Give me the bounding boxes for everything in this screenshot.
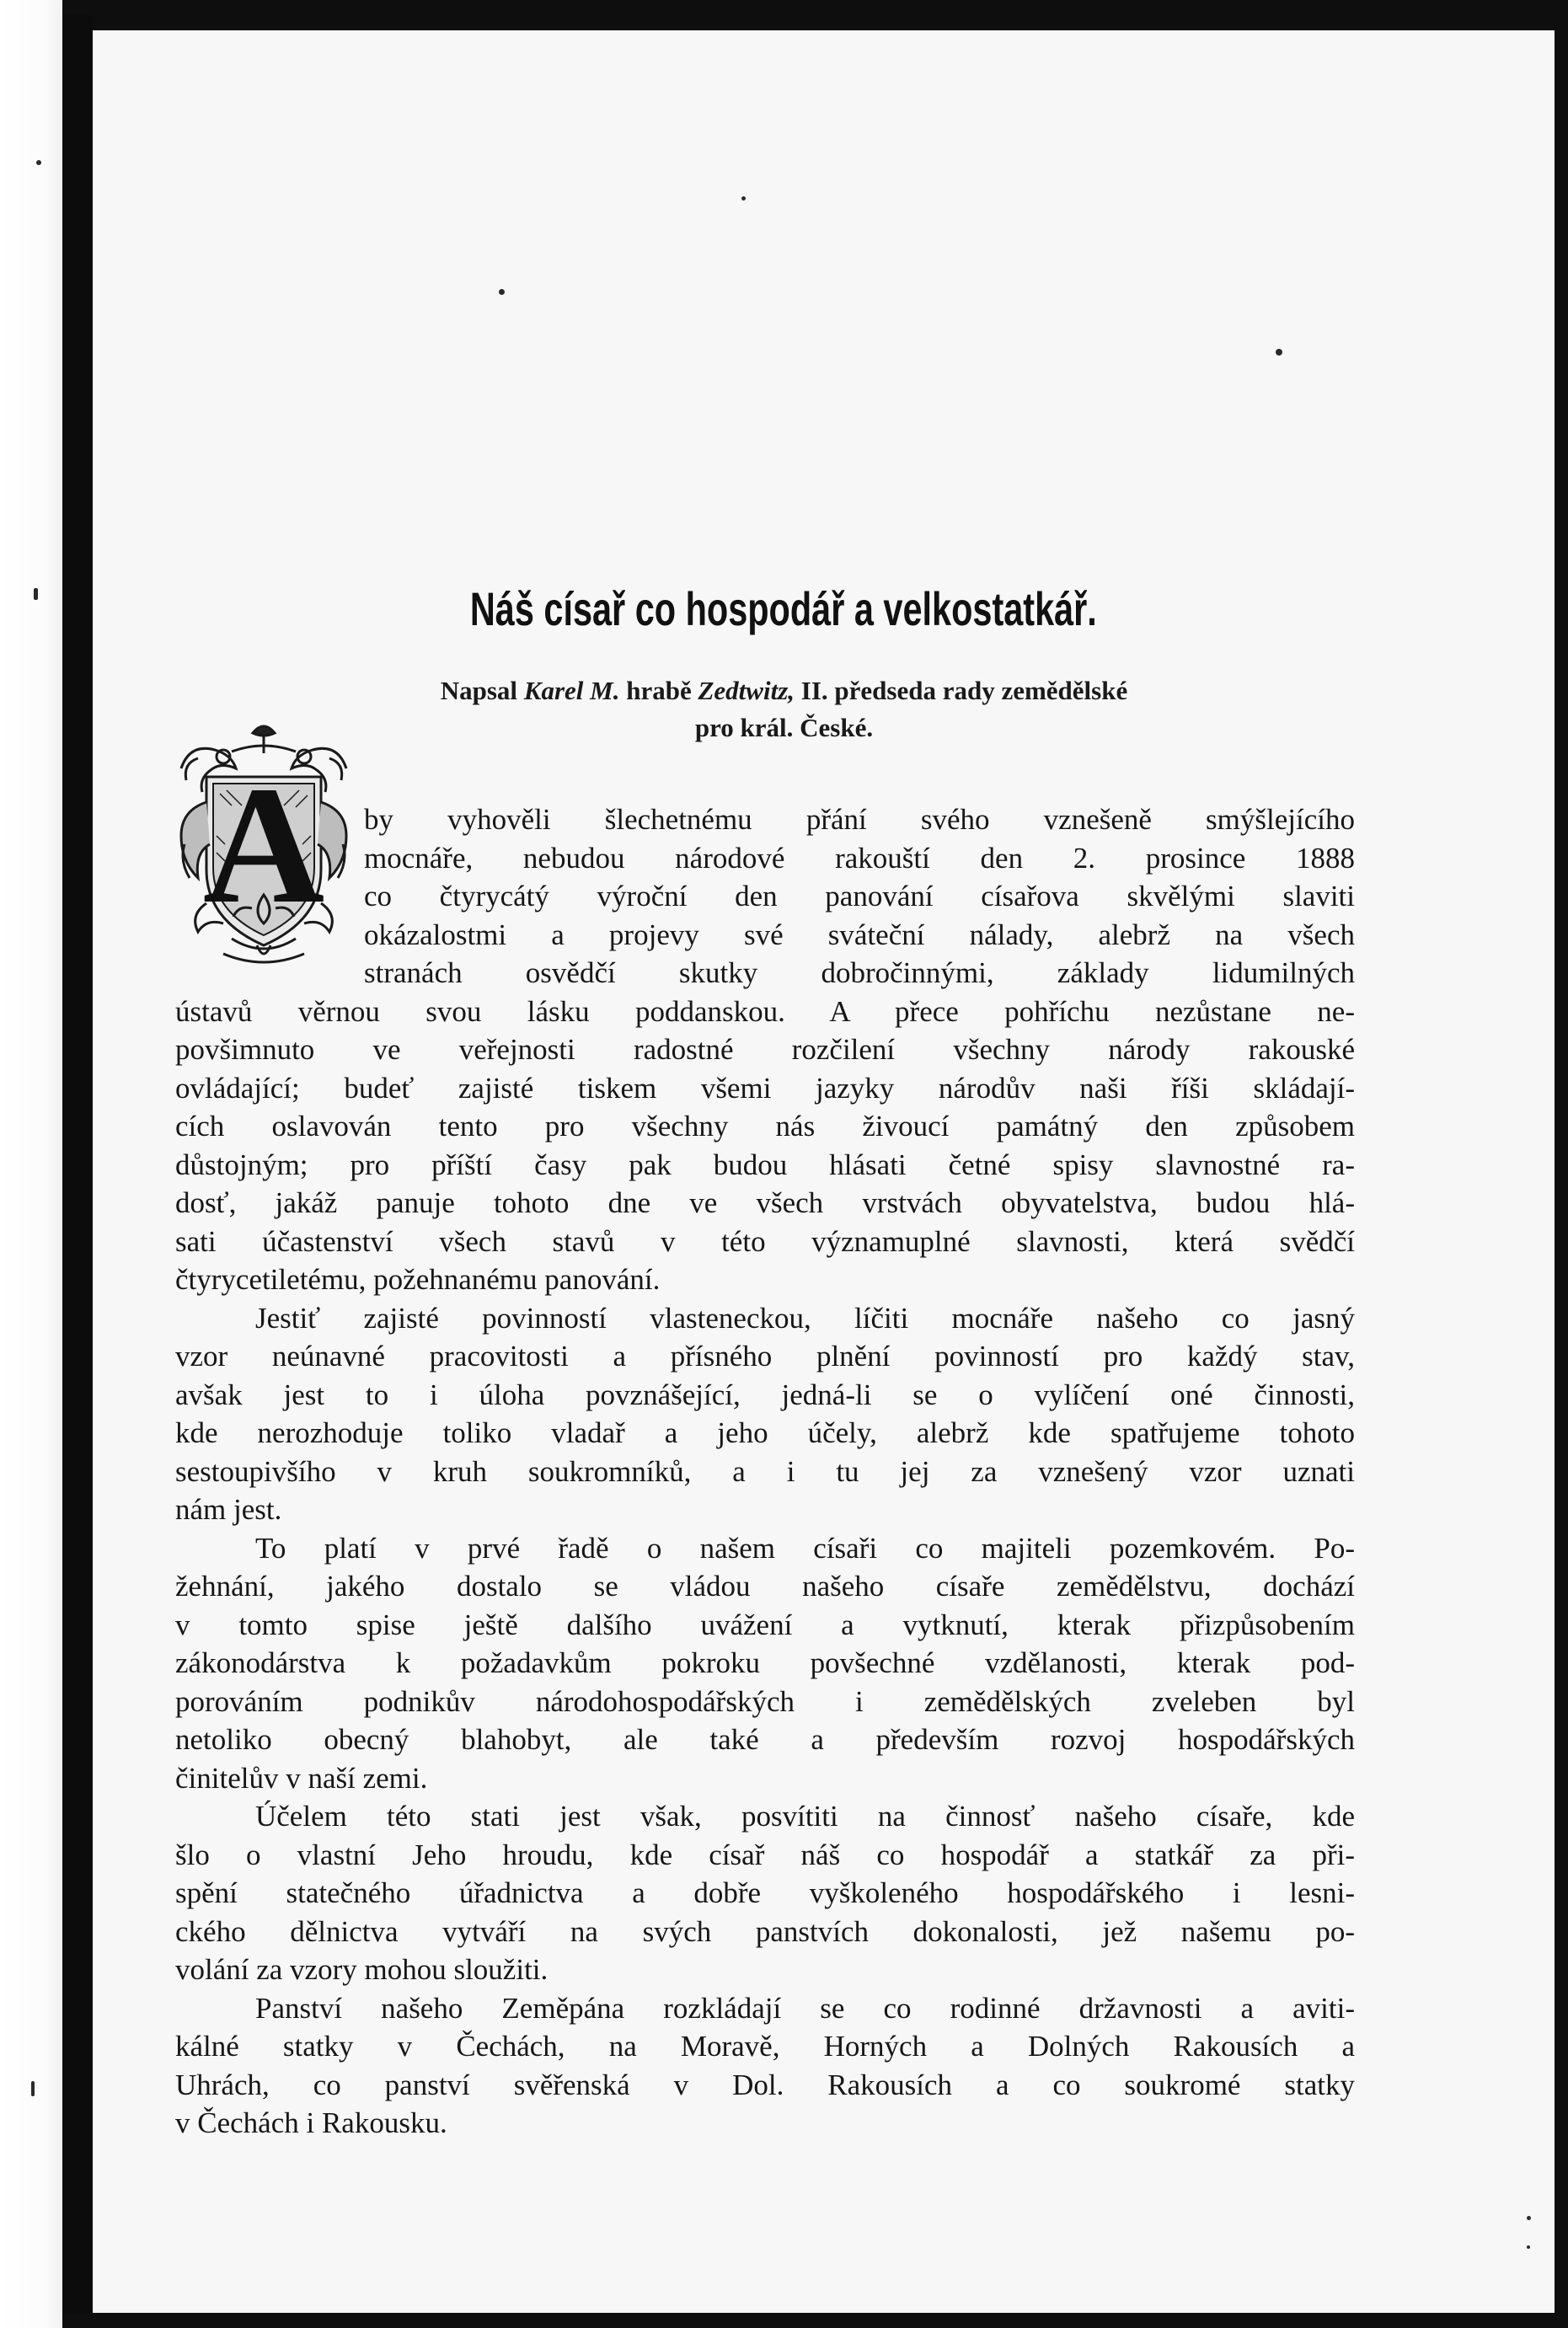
text-line: Uhrách, co panství svěřenská v Dol. Rakousích a co soukromé statky [175,2068,1355,2101]
text-line: v tomto spise ještě dalšího uvážení a vytknutí, kterak přizpůsobením [175,1608,1355,1641]
text-line: netoliko obecný blahobyt, ale také a především rozvoj hospodářských [175,1723,1355,1756]
text-line: cích oslavován tento pro všechny nás živoucí památný den způsobem [175,1110,1355,1143]
text-line: co čtyrycátý výroční den panování císařova skvělými slaviti [364,880,1355,912]
dust-speck [31,2081,35,2096]
text-line: mocnáře, nebudou národové rakouští den 2. prosince 1888 [364,841,1355,875]
paragraph-3 [175,1529,1355,1798]
paragraph-1 [175,800,1355,1299]
text-line: vzor neúnavné pracovitosti a přísného plnění povinností pro každý stav, [175,1340,1355,1373]
dust-speck [741,196,746,201]
text-line: stranách osvědčí skutky dobročinnými, základy lidumilných [364,956,1355,989]
dust-speck [1276,349,1282,356]
text-line: avšak jest to i úloha povznášející, jedná-li se o vylíčení oné činnosti, [175,1378,1355,1411]
text-line: ckého dělnictva vytváří na svých panstvích dokonalosti, jež našemu po- [175,1914,1355,1948]
text-line: sestoupivšího v kruh soukromníků, a i tu jej za vznešený vzor uznati [175,1454,1355,1488]
byline-middle: hrabě [626,676,692,705]
text-line: dosť, jakáž panuje tohoto dne ve všech vrstvách obyvatelstva, budou hlá- [175,1186,1355,1219]
text-line: ovládající; budeť zajisté tiskem všemi jazyky národův naši říši skládají- [175,1071,1355,1105]
text-line: povšimnuto ve veřejnosti radostné rozčilení všechny národy rakouské [175,1033,1355,1066]
dust-speck [499,289,505,295]
scan-border-top [62,0,1568,30]
paragraph-5 [175,1989,1355,2143]
text-line: okázalostmi a projevy své sváteční nálady, alebrž na všech [364,918,1355,951]
byline-line-1 [0,672,1568,709]
article-title: Náš císař co hospodář a velkostatkář. [469,582,1097,635]
text-line: spění statečného úřadnictva a dobře vyškoleného hospodářského i lesni- [175,1876,1355,1909]
byline-suffix: II. předseda rady zemědělské [800,676,1128,705]
byline-author: Karel M. [523,676,620,705]
scan-border-left [62,15,93,2328]
text-line: Účelem této stati jest však, posvítiti na činnosť našeho císaře, kde [255,1800,1355,1833]
svg-text:A: A [202,752,325,939]
text-line: v Čechách i Rakousku. [175,2106,447,2139]
article-body [175,800,1355,2143]
text-line: zákonodárstva k požadavkům pokroku povšechné vzdělanosti, kterak pod- [175,1646,1355,1679]
byline-surname: Zedtwitz, [698,676,795,705]
text-line: činitelův v naší zemi. [175,1761,428,1795]
dust-speck [34,588,38,600]
text-line: kde nerozhoduje toliko vladař a jeho účely, alebrž kde spatřujeme tohoto [175,1416,1355,1449]
text-line: volání za vzory mohou sloužiti. [175,1953,549,1986]
text-line: sati účastenství všech stavů v této významuplné slavnosti, která svědčí [175,1224,1355,1258]
text-line: důstojným; pro příští časy pak budou hlásati četné spisy slavnostné ra- [175,1148,1355,1181]
text-line: Jestiť zajisté povinností vlasteneckou, líčiti mocnáře našeho co jasný [255,1301,1355,1335]
byline-line-2: pro král. České. [694,713,874,742]
dust-speck [36,160,41,165]
scan-border-right [1555,0,1568,2328]
text-line: šlo o vlastní Jeho hroudu, kde císař náš co hospodář a statkář za při- [175,1838,1355,1871]
text-line: porováním podnikův národohospodářských i zemědělských zveleben byl [175,1684,1355,1718]
text-line: by vyhověli šlechetnému přání svého vznešeně smýšlejícího [364,803,1355,836]
text-line: ústavů věrnou svou lásku poddanskou. A přece pohříchu nezůstane ne- [175,994,1355,1028]
byline-prefix: Napsal [440,676,518,705]
text-line: nám jest. [175,1493,282,1526]
text-line: Panství našeho Zeměpána rozkládají se co rodinné državnosti a aviti- [255,1991,1355,2025]
text-line: čtyrycetiletému, požehnanému panování. [175,1263,661,1296]
dust-speck [1527,2216,1531,2220]
dust-speck [1527,2245,1530,2249]
scan-border-bottom [62,2313,1568,2328]
text-line: kálné statky v Čechách, na Moravě, Horných a Dolných Rakousích a [175,2030,1355,2063]
paragraph-2 [175,1299,1355,1529]
text-line: To platí v prvé řadě o našem císaři co majiteli pozemkovém. Po- [255,1531,1355,1565]
text-line: žehnání, jakého dostalo se vládou našeho císaře zemědělstvu, dochází [175,1570,1355,1603]
paragraph-4 [175,1797,1355,1989]
